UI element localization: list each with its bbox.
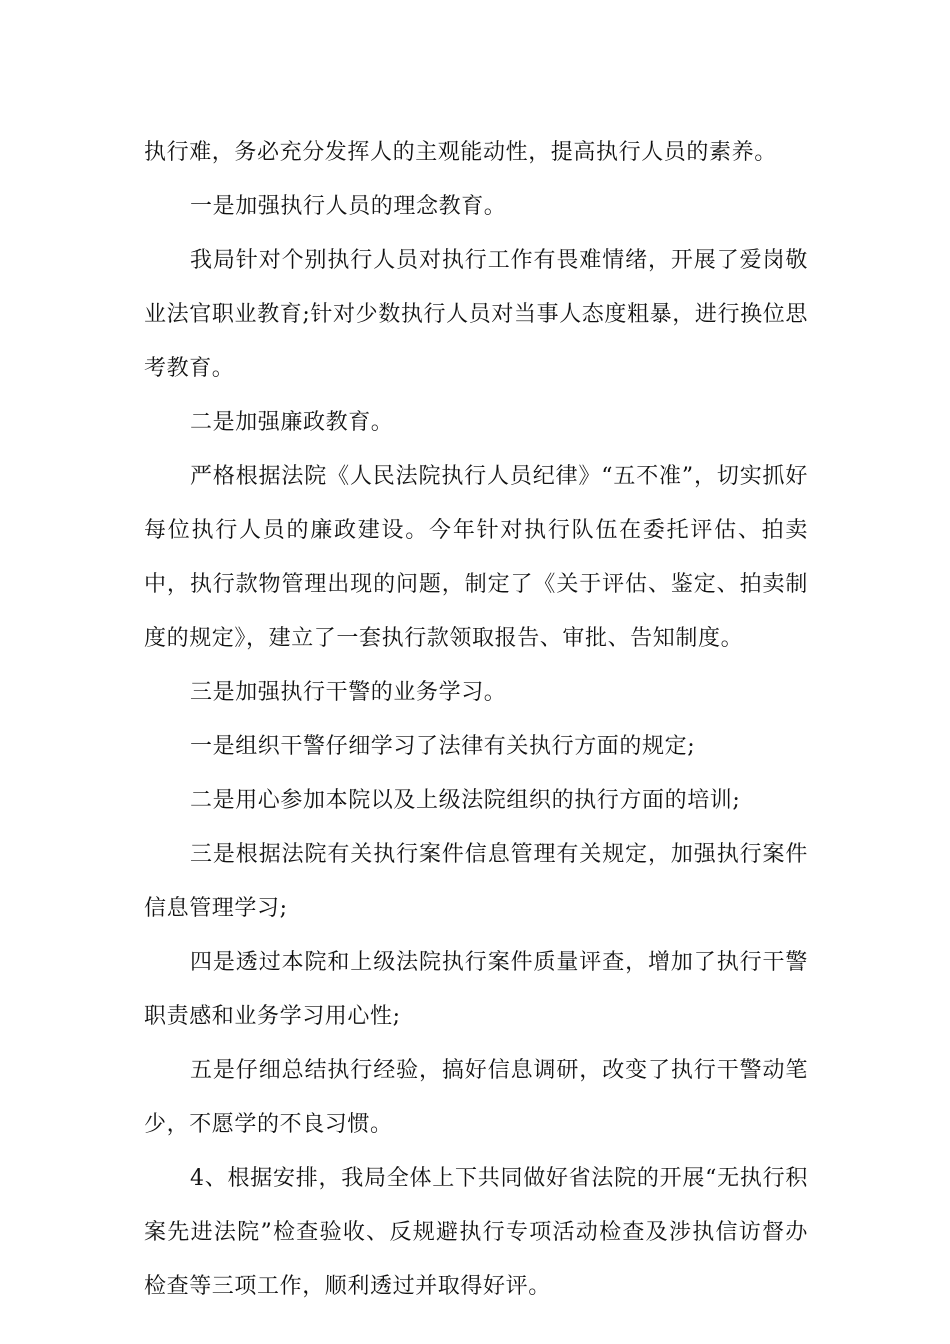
- paragraph-9: 三是根据法院有关执行案件信息管理有关规定，加强执行案件信息管理学习;: [144, 842, 808, 921]
- paragraph-3: 我局针对个别执行人员对执行工作有畏难情绪，开展了爱岗敬业法官职业教育;针对少数执行人员对当事人态度粗暴，进行换位思考教育。: [144, 248, 808, 381]
- paragraph-10: 四是透过本院和上级法院执行案件质量评查，增加了执行干警职责感和业务学习用心性;: [144, 950, 808, 1029]
- paragraph-6: 三是加强执行干警的业务学习。: [190, 680, 507, 705]
- paragraph-7: 一是组织干警仔细学习了法律有关执行方面的规定;: [190, 734, 696, 759]
- paragraph-4: 二是加强廉政教育。: [190, 410, 394, 435]
- paragraph-1: 执行难，务必充分发挥人的主观能动性，提高执行人员的素养。: [144, 140, 777, 165]
- paragraph-11: 五是仔细总结执行经验，搞好信息调研，改变了执行干警动笔少，不愿学的不良习惯。: [144, 1058, 808, 1137]
- paragraph-2: 一是加强执行人员的理念教育。: [190, 194, 507, 219]
- paragraph-12: 4、根据安排，我局全体上下共同做好省法院的开展“无执行积案先进法院”检查验收、反规避执行专项活动检查及涉执信访督办检查等三项工作，顺利透过并取得好评。: [144, 1166, 808, 1299]
- paragraph-8: 二是用心参加本院以及上级法院组织的执行方面的培训;: [190, 788, 741, 813]
- document-body: [144, 126, 808, 1314]
- paragraph-5: 严格根据法院《人民法院执行人员纪律》“五不准”，切实抓好每位执行人员的廉政建设。今年针对执行队伍在委托评估、拍卖中，执行款物管理出现的问题，制定了《关于评估、鉴定、拍卖制度的规定》，建立了一套执行款领取报告、审批、告知制度。: [144, 464, 808, 651]
